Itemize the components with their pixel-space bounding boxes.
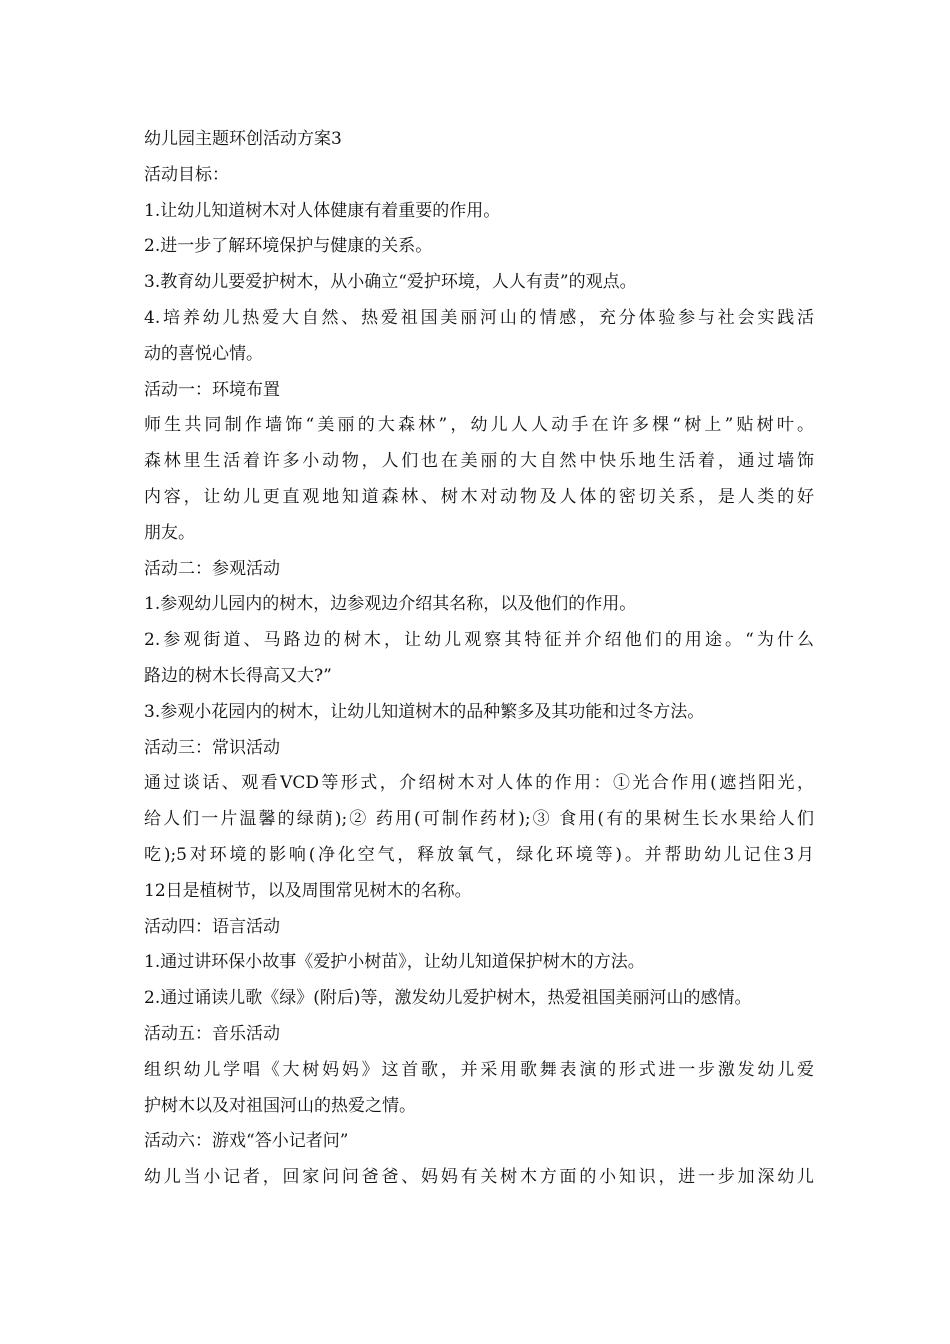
activity-2-item-3: 3.参观小花园内的树木，让幼儿知道树木的品种繁多及其功能和过冬方法。 bbox=[144, 701, 705, 722]
goal-1: 1.让幼儿知道树木对人体健康有着重要的作用。 bbox=[144, 200, 501, 221]
activity-3-line-1: 通过谈话、观看VCD等形式，介绍树木对人体的作用：①光合作用(遮挡阳光， bbox=[144, 773, 814, 794]
activity-3-line-3: 吃);5对环境的影响(净化空气，释放氧气，绿化环境等)。并帮助幼儿记住3月 bbox=[144, 844, 814, 865]
activity-3-line-2: 给人们一片温馨的绿荫);② 药用(可制作药材);③ 食用(有的果树生长水果给人们 bbox=[144, 809, 814, 830]
section-heading-goals: 活动目标： bbox=[144, 164, 229, 185]
section-heading-activity-6: 活动六：游戏“答小记者问” bbox=[144, 1131, 349, 1152]
section-heading-activity-4: 活动四：语言活动 bbox=[144, 916, 280, 937]
activity-1-line-4: 朋友。 bbox=[144, 522, 195, 543]
goal-3: 3.教育幼儿要爱护树木，从小确立“爱护环境，人人有责”的观点。 bbox=[144, 272, 637, 293]
goal-2: 2.进一步了解环境保护与健康的关系。 bbox=[144, 236, 433, 257]
activity-4-item-2: 2.通过诵读儿歌《绿》(附后)等，激发幼儿爱护树木，热爱祖国美丽河山的感情。 bbox=[144, 988, 752, 1009]
document-body bbox=[144, 122, 814, 1196]
goal-4-line-1: 4.培养幼儿热爱大自然、热爱祖国美丽河山的情感，充分体验参与社会实践活 bbox=[144, 307, 814, 328]
section-heading-activity-2: 活动二：参观活动 bbox=[144, 558, 280, 579]
section-heading-activity-3: 活动三：常识活动 bbox=[144, 737, 280, 758]
goal-4-line-2: 动的喜悦心情。 bbox=[144, 343, 263, 364]
section-heading-activity-1: 活动一：环境布置 bbox=[144, 379, 280, 400]
activity-1-line-2: 森林里生活着许多小动物，人们也在美丽的大自然中快乐地生活着，通过墙饰 bbox=[144, 451, 814, 472]
activity-1-line-1: 师生共同制作墙饰“美丽的大森林”，幼儿人人动手在许多棵“树上”贴树叶。 bbox=[144, 415, 814, 436]
activity-6-line-1: 幼儿当小记者，回家问问爸爸、妈妈有关树木方面的小知识，进一步加深幼儿 bbox=[144, 1167, 814, 1188]
activity-2-item-2-line-2: 路边的树木长得高又大?” bbox=[144, 665, 332, 686]
document-title: 幼儿园主题环创活动方案3 bbox=[144, 129, 342, 149]
activity-2-item-1: 1.参观幼儿园内的树木，边参观边介绍其名称，以及他们的作用。 bbox=[144, 594, 637, 615]
activity-5-line-2: 护树木以及对祖国河山的热爱之情。 bbox=[144, 1095, 416, 1116]
activity-5-line-1: 组织幼儿学唱《大树妈妈》这首歌，并采用歌舞表演的形式进一步激发幼儿爱 bbox=[144, 1059, 814, 1080]
activity-4-item-1: 1.通过讲环保小故事《爱护小树苗》，让幼儿知道保护树木的方法。 bbox=[144, 952, 645, 973]
activity-3-line-4: 12日是植树节，以及周围常见树木的名称。 bbox=[144, 880, 472, 901]
activity-2-item-2-line-1: 2.参观街道、马路边的树木，让幼儿观察其特征并介绍他们的用途。“为什么 bbox=[144, 630, 814, 651]
activity-1-line-3: 内容，让幼儿更直观地知道森林、树木对动物及人体的密切关系，是人类的好 bbox=[144, 486, 814, 507]
section-heading-activity-5: 活动五：音乐活动 bbox=[144, 1023, 280, 1044]
